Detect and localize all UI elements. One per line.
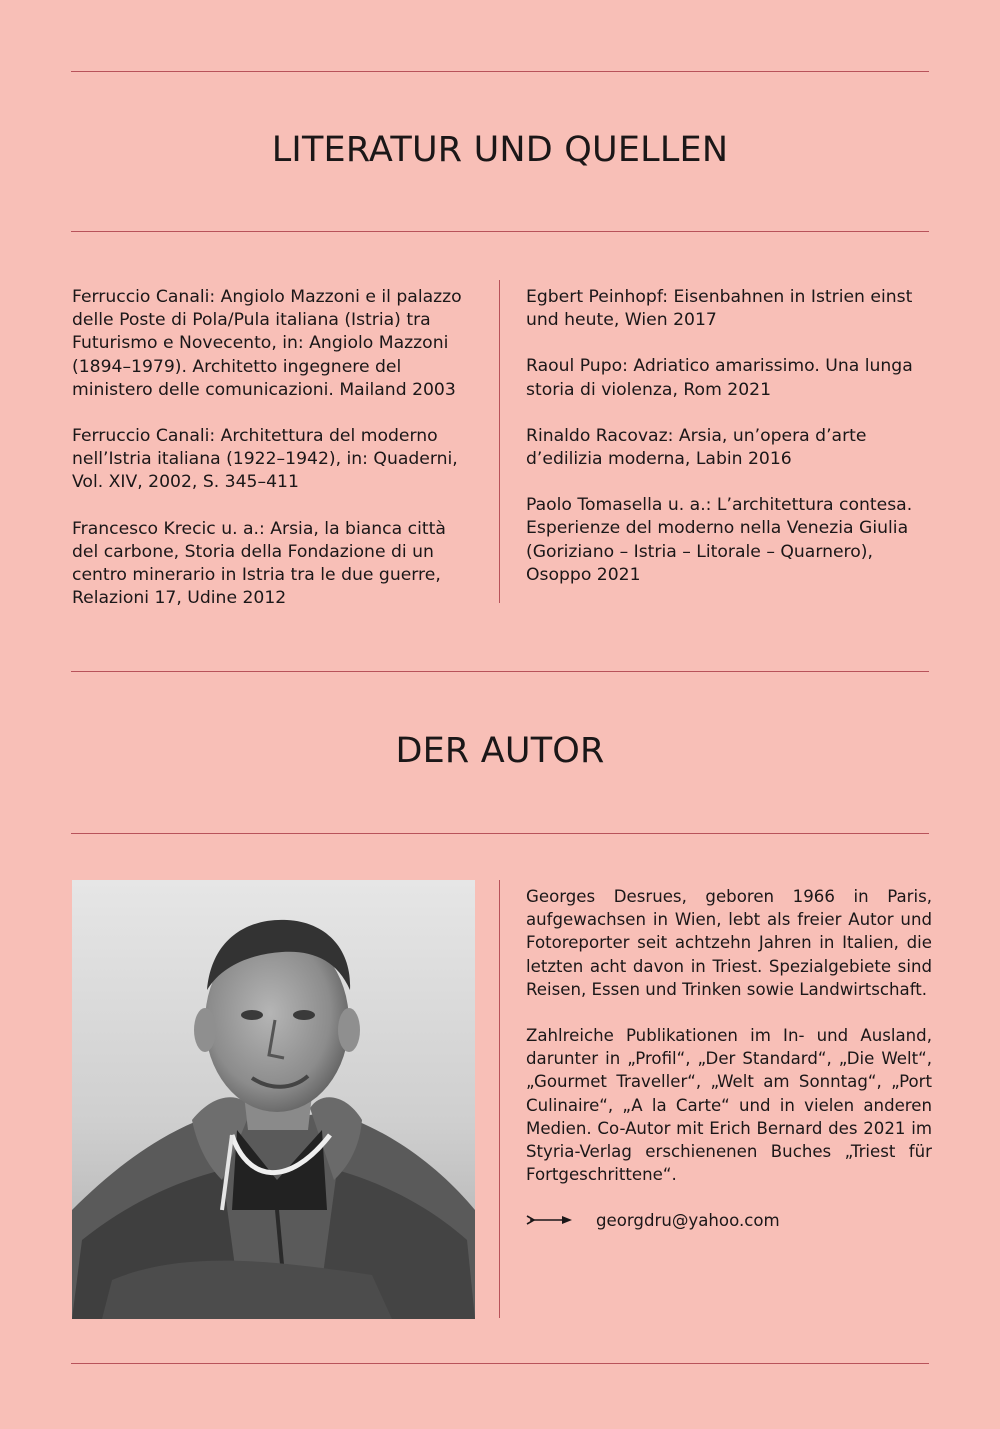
author-bio: [526, 885, 932, 1233]
literature-heading: LITERATUR UND QUELLEN: [271, 130, 729, 170]
arrow-icon: [526, 1209, 574, 1232]
author-email-link[interactable]: georgdru@yahoo.com: [596, 1211, 780, 1231]
author-bio-paragraph: Zahlreiche Publikationen im In- und Ausland, darunter in „Profil“, „Der Standard“, „Die Welt“, „Gourmet Traveller“, „Welt am Sonntag“, „Port Culinaire“, „A la Carte“ und in vielen anderen Medien. Co-Autor mit Erich Bernard des 2021 im Styria-Verlag erschienenen Buches „Triest für Fortgeschrittene“.: [526, 1026, 932, 1185]
literature-right-column: [526, 286, 936, 610]
literature-entry: Paolo Tomasella u. a.: L’architettura contesa. Esperienze del moderno nella Venezia Giulia (Goriziano – Istria – Litorale – Quarnero), Osoppo 2021: [526, 495, 913, 585]
divider-under-literature-heading: [71, 231, 929, 232]
literature-entry: Ferruccio Canali: Angiolo Mazzoni e il palazzo delle Poste di Pola/Pula italiana (Istria) tra Futurismo e Novecento, in: Angiolo Mazzoni (1894–1979). Architetto ingegnere del ministero delle comunicazioni. Mailand 2003: [72, 287, 462, 400]
divider-under-author-heading: [71, 833, 929, 834]
email-row: [526, 1209, 932, 1232]
divider-bottom: [71, 1363, 929, 1364]
divider-top: [71, 71, 929, 72]
author-bio-paragraph: Georges Desrues, geboren 1966 in Paris, aufgewachsen in Wien, lebt als freier Autor und Fotoreporter seit achtzehn Jahren in Italien, die letzten acht davon in Triest. Spezialgebiete sind Reisen, Essen und Trinken sowie Landwirtschaft.: [526, 887, 932, 999]
literature-left-column: [72, 286, 472, 633]
literature-column-divider: [499, 280, 500, 603]
literature-entry: Raoul Pupo: Adriatico amarissimo. Una lunga storia di violenza, Rom 2021: [526, 356, 913, 400]
author-heading: DER AUTOR: [395, 731, 605, 771]
literature-entry: Egbert Peinhopf: Eisenbahnen in Istrien einst und heute, Wien 2017: [526, 287, 913, 331]
divider-above-author: [71, 671, 929, 672]
literature-entry: Francesco Krecic u. a.: Arsia, la bianca città del carbone, Storia della Fondazione di un centro minerario in Istria tra le due guerre, Relazioni 17, Udine 2012: [72, 518, 446, 609]
literature-entry: Ferruccio Canali: Architettura del moderno nell’Istria italiana (1922–1942), in: Quaderni, Vol. XIV, 2002, S. 345–411: [72, 426, 458, 493]
author-column-divider: [499, 880, 500, 1318]
literature-entry: Rinaldo Racovaz: Arsia, un’opera d’arte d’edilizia moderna, Labin 2016: [526, 425, 867, 470]
author-portrait-photo: [72, 880, 475, 1319]
